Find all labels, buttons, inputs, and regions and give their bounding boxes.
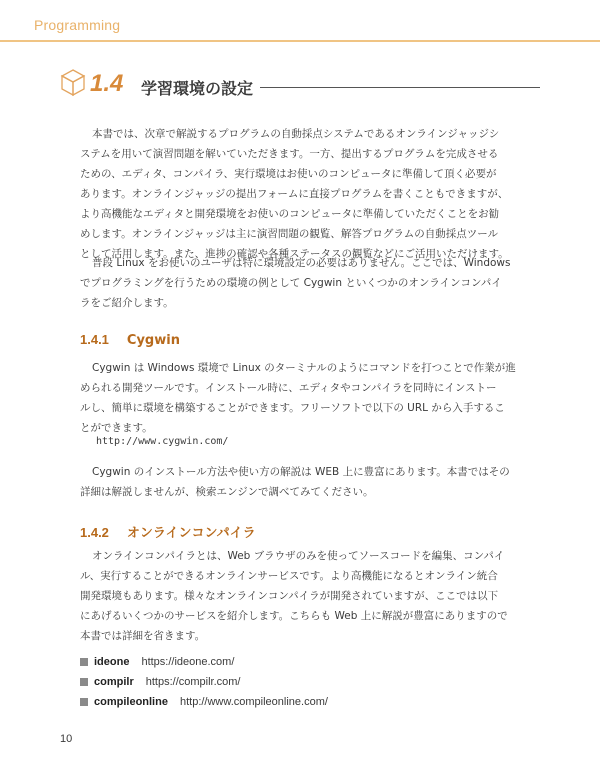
text-line: あります。オンラインジャッジの提出フォームに直接プログラムを書くこともできますが、 [80,188,509,200]
cube-icon [60,68,86,98]
page-number: 10 [60,733,73,745]
section-heading [60,66,540,102]
service-name: compilr [94,676,134,688]
service-item-compilr [80,672,520,692]
section-rule [260,87,540,88]
text-line: として活用します。また、進捗の確認や各種ステータスの観覧などにご活用いただけます。 [80,248,509,260]
subsection-number: 1.4.1 [80,332,109,347]
text-line: でプログラミングを行うための環境の例として Cygwin といくつかのオンラインコンパイ [80,277,502,289]
service-item-compileonline [80,692,520,712]
text-line: 開発環境もあります。様々なオンラインコンパイラが開発されていますが、ここでは以下 [80,590,499,602]
service-item-ideone [80,652,520,672]
text-line: められる開発ツールです。インストール時に、エディタやコンパイラを同時にインストー [80,382,497,394]
text-line: オンラインコンパイラとは、Web ブラウザのみを使ってソースコードを編集、コンパイ [92,550,505,562]
text-line: めします。オンラインジャッジは主に演習問題の観覧、解答プログラムの自動採点ツール [80,228,499,240]
intro-paragraph-1 [80,124,520,264]
service-url: http://www.compileonline.com/ [179,696,328,708]
square-bullet-icon [80,678,88,686]
subsection-title: Cygwin [126,333,180,348]
subsection-title: オンラインコンパイラ [126,526,256,541]
text-line: 普段 Linux をお使いのユーザは特に環境設定の必要はありません。ここでは、Windows [92,257,511,269]
text-line: にあげるいくつかのサービスを紹介します。こちらも Web 上に解説が豊富にありますので [80,610,508,622]
text-line: Cygwin のインストール方法や使い方の解説は WEB 上に豊富にあります。本書ではその [92,466,510,478]
cygwin-url: http://www.cygwin.com/ [96,436,229,447]
intro-paragraph-2 [80,253,520,313]
text-line: より高機能なエディタと開発環境をお使いのコンピュータに準備していただくことをお勧 [80,208,500,220]
text-line: 本書では詳細を省きます。 [80,630,206,642]
cygwin-paragraph-2 [80,462,520,502]
square-bullet-icon [80,698,88,706]
running-header [0,0,600,42]
text-line: 本書では、次章で解説するプログラムの自動採点システムであるオンラインジャッジシ [92,128,500,140]
subsection-heading-cygwin [80,332,180,348]
square-bullet-icon [80,658,88,666]
subsection-heading-online-compiler [80,522,256,541]
section-title: 学習環境の設定 [141,79,254,98]
text-line: 詳細は解説しませんが、検索エンジンで調べてみてください。 [80,486,374,498]
text-line: ための、エディタ、コンパイラ、実行環境はお使いのコンピュータに準備して頂く必要が [80,168,497,180]
text-line: ラをご紹介します。 [80,297,174,309]
subsection-number: 1.4.2 [80,525,109,540]
text-line: ル、実行することができるオンラインサービスです。より高機能になるとオンライン統合 [80,570,498,582]
text-line: とができます。 [80,422,153,434]
service-url: https://ideone.com/ [141,656,235,668]
service-list [80,652,520,712]
section-number: 1.4 [90,70,124,97]
service-name: ideone [94,656,130,668]
text-line: ルし、簡単に環境を構築することができます。フリーソフトで以下の URL から入手するこ [80,402,505,414]
text-line: ステムを用いて演習問題を解いていただきます。一方、提出するプログラムを完成させる [80,148,499,160]
online-compiler-paragraph [80,546,520,646]
service-url: https://compilr.com/ [145,676,241,688]
cygwin-paragraph-1 [80,358,520,438]
text-line: Cygwin は Windows 環境で Linux のターミナルのようにコマンドを打つことで作業が進 [92,362,516,374]
running-head-label: Programming [34,17,121,33]
service-name: compileonline [94,696,168,708]
